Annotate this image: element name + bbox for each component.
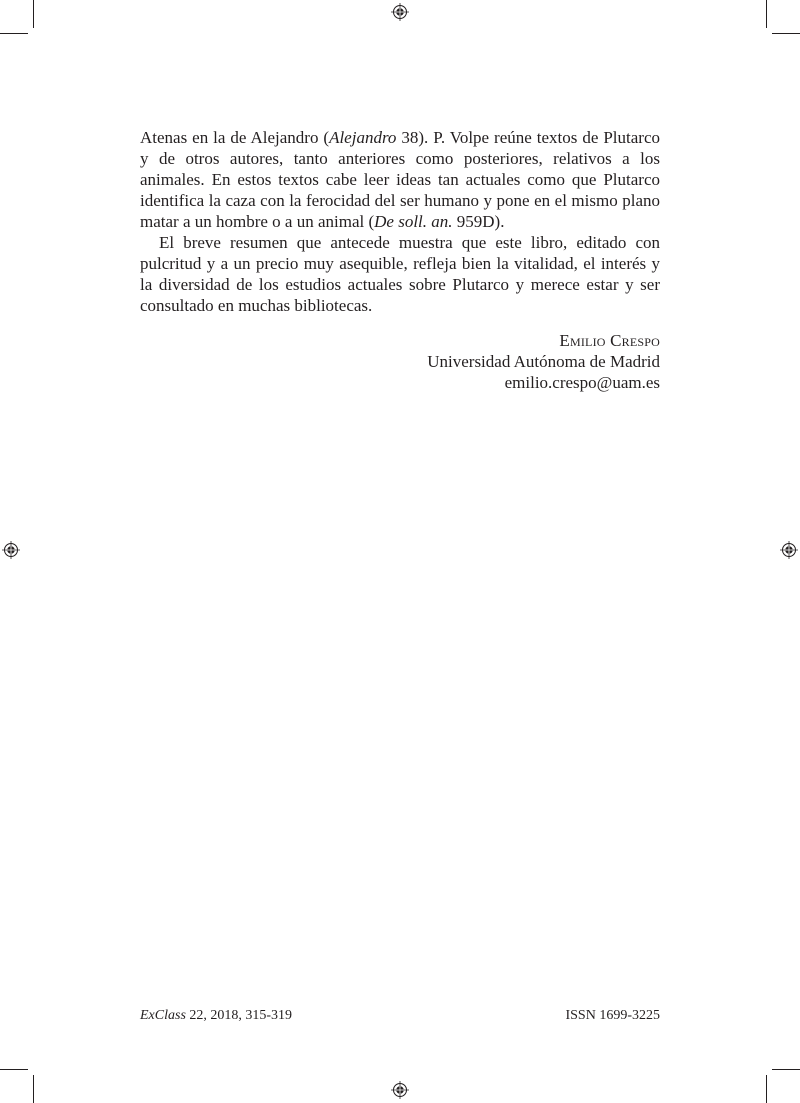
author-signature <box>427 330 660 393</box>
registration-mark-right-icon <box>780 541 798 559</box>
crop-mark-bottom-left-h <box>0 1069 28 1070</box>
crop-mark-bottom-right-h <box>772 1069 800 1070</box>
footer-citation <box>140 1008 292 1024</box>
body-text <box>140 127 660 316</box>
crop-mark-top-left <box>33 0 34 28</box>
journal-name: ExClass <box>140 1008 186 1023</box>
author-affiliation: Universidad Autónoma de Madrid <box>427 352 660 371</box>
crop-mark-top-right <box>766 0 767 28</box>
registration-mark-top-icon <box>391 3 409 21</box>
crop-mark-bottom-right <box>766 1075 767 1103</box>
crop-mark-top-right-h <box>772 33 800 34</box>
volume-pages: 22, 2018, 315-319 <box>185 1008 293 1023</box>
crop-mark-top-left-h <box>0 33 28 34</box>
paragraph-2: El breve resumen que antecede muestra que este libro, editado con pulcritud y a un precio muy asequible, refleja bien la vitalidad, el interés y la diversidad de los estudios actuales sobre Plutarco y merece estar y ser consultado en muchas bibliotecas. <box>140 233 660 315</box>
author-email[interactable]: emilio.crespo@uam.es <box>504 373 660 392</box>
crop-mark-bottom-left <box>33 1075 34 1103</box>
author-name: Emilio Crespo <box>559 331 660 350</box>
registration-mark-bottom-icon <box>391 1081 409 1099</box>
page-footer <box>140 1008 660 1024</box>
paragraph-1: Atenas en la de Alejandro (Alejandro 38). P. Volpe reúne textos de Plutarco y de otros autores, tanto anteriores como posteriores, relativos a los animales. En estos textos cabe leer ideas tan actuales como que Plutarco identifica la caza con la ferocidad del ser humano y pone en el mismo plano matar a un hombre o a un animal (De soll. an. 959D). <box>140 128 660 231</box>
registration-mark-left-icon <box>2 541 20 559</box>
footer-issn: ISSN 1699-3225 <box>565 1008 660 1023</box>
